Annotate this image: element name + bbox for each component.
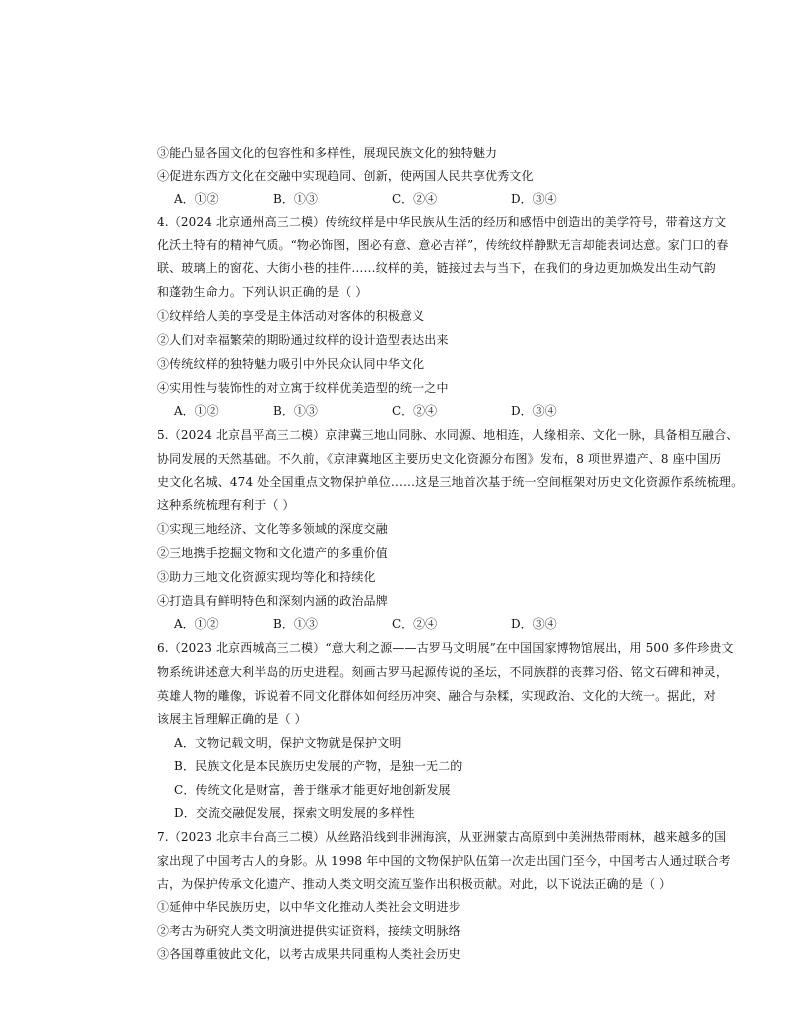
- q4-statement-1: ①纹样给人美的享受是主体活动对客体的积极意义: [157, 309, 425, 323]
- q5-option-a[interactable]: A．①②: [174, 617, 219, 631]
- q3-option-c[interactable]: C．②④: [392, 192, 438, 206]
- q5-statement-1: ①实现三地经济、文化等多领域的深度交融: [157, 522, 388, 536]
- q4-statement-4: ④实用性与装饰性的对立寓于纹样优美造型的统一之中: [157, 381, 449, 395]
- q5-statement-3: ③助力三地文化资源实现均等化和持续化: [157, 570, 376, 584]
- q6-stem-line-4: 该展主旨理解正确的是（ ）: [157, 712, 307, 726]
- q7-statement-1: ①延伸中华民族历史，以中华文化推动人类社会文明进步: [157, 900, 461, 914]
- q6-option-b[interactable]: B．民族文化是本民族历史发展的产物，是独一无二的: [174, 759, 463, 773]
- q6-option-d[interactable]: D．交流交融促发展，探索文明发展的多样性: [174, 806, 415, 820]
- q6-option-a[interactable]: A．文物记载文明，保护文物就是保护文明: [174, 736, 402, 750]
- q6-stem-line-1: 6.（2023 北京西城高三二模）“意大利之源——古罗马文明展”在中国国家博物馆展出，用 500 多件珍贵文: [157, 641, 734, 655]
- q3-option-b[interactable]: B．①③: [273, 192, 318, 206]
- q5-option-b[interactable]: B．①③: [273, 617, 318, 631]
- q6-stem-line-3: 英雄人物的雕像，诉说着不同文化群体如何经历冲突、融合与杂糅，实现政治、文化的大统一。据此，对: [157, 689, 716, 703]
- q7-statement-3: ③各国尊重彼此文化，以考古成果共同重构人类社会历史: [157, 947, 461, 961]
- q3-option-d[interactable]: D．③④: [511, 192, 557, 206]
- q5-statement-2: ②三地携手挖掘文物和文化遗产的多重价值: [157, 546, 388, 560]
- q3-option-a[interactable]: A．①②: [174, 192, 219, 206]
- q7-stem-line-1: 7.（2023 北京丰台高三二模）从丝路沿线到非洲海滨，从亚洲蒙古高原到中美洲热带雨林，越来越多的国: [157, 830, 727, 844]
- q7-stem-line-2: 家出现了中国考古人的身影。从 1998 年中国的文物保护队伍第一次走出国门至今，中国考古人通过联合考: [157, 854, 731, 868]
- q6-stem-line-2: 物系统讲述意大利半岛的历史进程。刻画古罗马起源传说的圣坛，不同族群的丧葬习俗、铭文石碑和神灵，: [157, 665, 729, 679]
- q4-statement-3: ③传统纹样的独特魅力吸引中外民众认同中华文化: [157, 357, 425, 371]
- q4-stem-line-2: 化沃土特有的精神气质。“物必饰图，图必有意、意必吉祥”，传统纹样静默无言却能表词达意。家门口的春: [157, 238, 729, 252]
- q3-statement-3: ③能凸显各国文化的包容性和多样性，展现民族文化的独特魅力: [157, 146, 498, 160]
- q4-option-c[interactable]: C．②④: [392, 404, 438, 418]
- q4-option-b[interactable]: B．①③: [273, 404, 318, 418]
- q5-stem-line-4: 这种系统梳理有利于（ ）: [157, 498, 295, 512]
- q4-stem-line-1: 4.（2024 北京通州高三二模）传统纹样是中华民族从生活的经历和感悟中创造出的美学符号，带着这方文: [157, 215, 727, 229]
- q5-option-c[interactable]: C．②④: [392, 617, 438, 631]
- q3-statement-4: ④促进东西方文化在交融中实现趋同、创新，使两国人民共享优秀文化: [157, 169, 534, 183]
- q5-statement-4: ④打造具有鲜明特色和深刻内涵的政治品牌: [157, 594, 388, 608]
- q4-stem-line-3: 联、玻璃上的窗花、大街小巷的挂件……纹样的美，链接过去与当下，在我们的身边更加焕发出生动气韵: [157, 261, 716, 275]
- q7-stem-line-3: 古，为保护传承文化遗产、推动人类文明交流互鉴作出积极贡献。对此，以下说法正确的是（ ）: [157, 877, 672, 891]
- q5-stem-line-2: 协同发展的天然基础。不久前，《京津冀地区主要历史文化资源分布图》发布，8 项世界遗产、8 座中国历: [157, 452, 722, 466]
- q4-statement-2: ②人们对幸福繁荣的期盼通过纹样的设计造型表达出来: [157, 333, 449, 347]
- q4-option-d[interactable]: D．③④: [511, 404, 557, 418]
- q5-option-d[interactable]: D．③④: [511, 617, 557, 631]
- q6-option-c[interactable]: C．传统文化是财富，善于继承才能更好地创新发展: [174, 783, 451, 797]
- q4-option-a[interactable]: A．①②: [174, 404, 219, 418]
- q5-stem-line-3: 史文化名城、474 处全国重点文物保护单位……这是三地首次基于统一空间框架对历史文化资源作系统梳理。: [157, 475, 744, 489]
- q5-stem-line-1: 5.（2024 北京昌平高三二模）京津冀三地山同脉、水同源、地相连，人缘相亲、文化一脉，具备相互融合、: [157, 428, 739, 442]
- q4-stem-line-4: 和蓬勃生命力。下列认识正确的是（ ）: [157, 285, 368, 299]
- q7-statement-2: ②考古为研究人类文明演进提供实证资料，接续文明脉络: [157, 924, 461, 938]
